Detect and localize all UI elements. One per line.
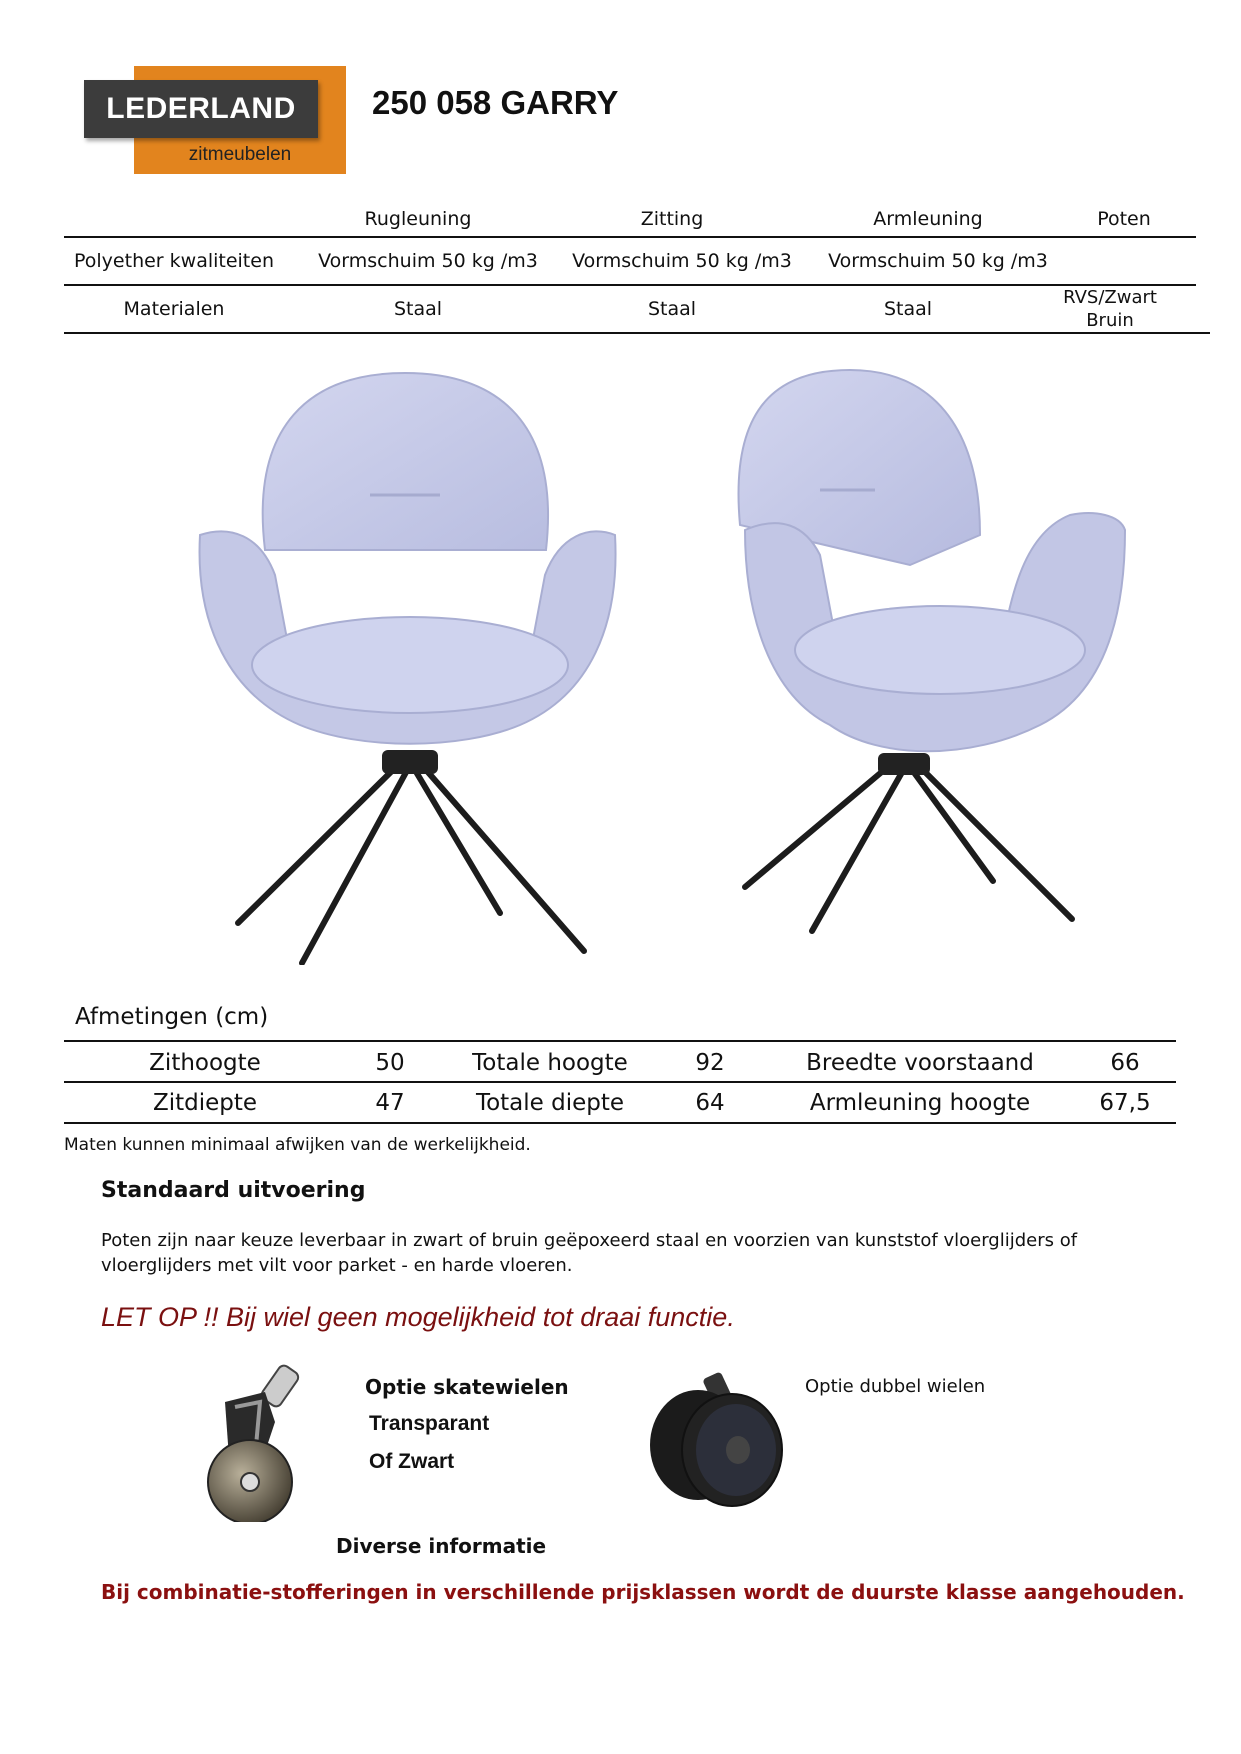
dim-label: Zitdiepte	[152, 1090, 258, 1116]
skate-wheel-image	[195, 1362, 335, 1522]
dim-label: Totale diepte	[475, 1090, 625, 1116]
skate-option-black: Of Zwart	[369, 1450, 455, 1473]
brand-logo	[84, 66, 318, 174]
spec-header-rugleuning: Rugleuning	[364, 208, 472, 230]
skate-option-transparent: Transparant	[369, 1412, 490, 1435]
double-wheel-image	[640, 1370, 790, 1510]
dim-label: Armleuning hoogte	[809, 1090, 1031, 1116]
dim-label: Totale hoogte	[472, 1050, 628, 1076]
dim-value: 67,5	[1099, 1090, 1151, 1116]
dim-label: Zithoogte	[149, 1050, 261, 1076]
spec-row-label-polyether: Polyether kwaliteiten	[74, 250, 274, 272]
combination-note: Bij combinatie-stofferingen in verschillende prijsklassen wordt de duurste klasse aangehouden.	[101, 1580, 1185, 1604]
table-divider	[64, 1081, 1176, 1083]
skate-option-label: Optie skatewielen	[365, 1375, 569, 1399]
standard-text: Poten zijn naar keuze leverbaar in zwart of bruin geëpoxeerd staal en voorzien van kunststof vloerglijders of vloerglijders met vilt voor parket - en harde vloeren.	[101, 1230, 1078, 1276]
chair-side-image	[710, 365, 1150, 945]
dim-value: 66	[1110, 1050, 1140, 1076]
spec-cell: Staal	[393, 298, 443, 320]
measurement-note: Maten kunnen minimaal afwijken van de werkelijkheid.	[64, 1135, 531, 1155]
logo-brand-text: LEDERLAND	[106, 92, 296, 125]
diverse-info-title: Diverse informatie	[336, 1534, 547, 1558]
dim-label: Breedte voorstaand	[806, 1050, 1034, 1076]
table-divider	[64, 332, 1210, 334]
chair-front-image	[190, 365, 630, 965]
dim-value: 64	[695, 1090, 725, 1116]
standard-title: Standaard uitvoering	[101, 1178, 366, 1203]
table-divider	[64, 284, 1196, 286]
spec-cell: Vormschuim 50 kg /m3	[318, 250, 538, 272]
double-wheel-option-label: Optie dubbel wielen	[805, 1376, 986, 1397]
dim-value: 92	[695, 1050, 725, 1076]
dimensions-title: Afmetingen (cm)	[75, 1004, 269, 1030]
spec-row-label-materialen: Materialen	[123, 298, 225, 320]
product-title: 250 058 GARRY	[372, 84, 619, 121]
logo-tagline: zitmeubelen	[188, 144, 292, 165]
dim-value: 50	[375, 1050, 405, 1076]
spec-header-armleuning: Armleuning	[873, 208, 983, 230]
table-divider	[64, 236, 1196, 238]
spec-cell-poten-materials: RVS/Zwart Bruin	[1063, 287, 1157, 331]
spec-cell: Vormschuim 50 kg /m3	[572, 250, 792, 272]
spec-cell: Staal	[883, 298, 933, 320]
spec-cell: Staal	[647, 298, 697, 320]
table-divider	[64, 1040, 1176, 1042]
spec-cell: Vormschuim 50 kg /m3	[828, 250, 1048, 272]
dim-value: 47	[375, 1090, 405, 1116]
warning-text: LET OP !! Bij wiel geen mogelijkheid tot draai functie.	[101, 1302, 735, 1332]
spec-header-zitting: Zitting	[640, 208, 704, 230]
table-divider	[64, 1122, 1176, 1124]
spec-header-poten: Poten	[1097, 208, 1151, 230]
